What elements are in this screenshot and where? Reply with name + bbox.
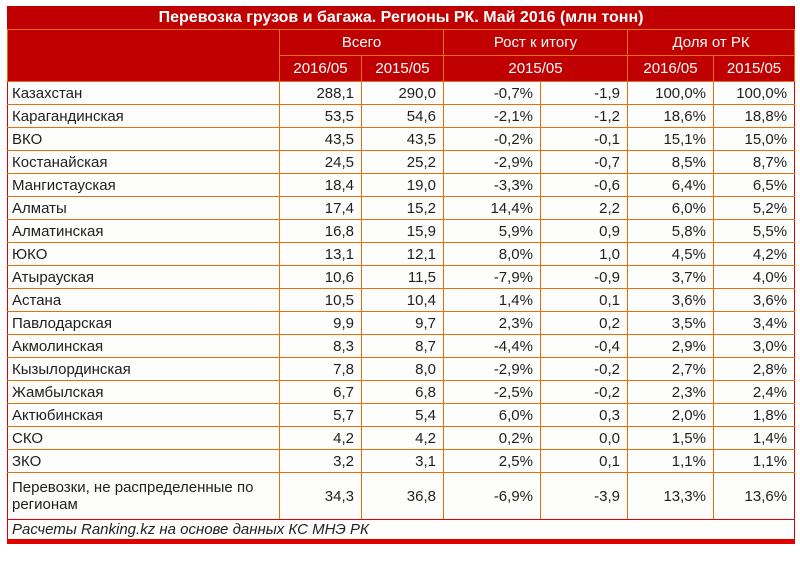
region-name: Актюбинская xyxy=(8,404,280,427)
col-subheader-total-2016: 2016/05 xyxy=(280,56,362,82)
value-cell: 8,5% xyxy=(628,151,714,174)
value-cell: 2,0% xyxy=(628,404,714,427)
value-cell: -0,2 xyxy=(541,358,628,381)
value-cell: 0,1 xyxy=(541,450,628,473)
value-cell: 2,3% xyxy=(444,312,541,335)
value-cell: -7,9% xyxy=(444,266,541,289)
value-cell: -0,2 xyxy=(541,381,628,404)
value-cell: 1,0 xyxy=(541,243,628,266)
region-name: Алматы xyxy=(8,197,280,220)
value-cell: -1,9 xyxy=(541,82,628,105)
value-cell: 3,1 xyxy=(362,450,444,473)
col-subheader-share-2015: 2015/05 xyxy=(714,56,795,82)
table-header xyxy=(8,7,795,82)
value-cell: 8,0% xyxy=(444,243,541,266)
cargo-table xyxy=(7,6,795,544)
table-title: Перевозка грузов и багажа. Регионы РК. Май 2016 (млн тонн) xyxy=(8,7,795,30)
value-cell: 1,1% xyxy=(628,450,714,473)
value-cell: 15,1% xyxy=(628,128,714,151)
value-cell: 0,0 xyxy=(541,427,628,450)
value-cell: 8,7% xyxy=(714,151,795,174)
value-cell: 2,4% xyxy=(714,381,795,404)
value-cell: 13,6% xyxy=(714,473,795,520)
table-row xyxy=(8,105,795,128)
table-row xyxy=(8,381,795,404)
value-cell: 4,5% xyxy=(628,243,714,266)
region-name: Костанайская xyxy=(8,151,280,174)
value-cell: 1,5% xyxy=(628,427,714,450)
value-cell: -0,2% xyxy=(444,128,541,151)
value-cell: 10,4 xyxy=(362,289,444,312)
value-cell: 10,5 xyxy=(280,289,362,312)
value-cell: -0,9 xyxy=(541,266,628,289)
group-header-row xyxy=(8,30,795,56)
source-note: Расчеты Ranking.kz на основе данных КС МНЭ РК xyxy=(8,520,795,542)
value-cell: 5,4 xyxy=(362,404,444,427)
table-row xyxy=(8,404,795,427)
value-cell: 18,8% xyxy=(714,105,795,128)
value-cell: 4,2 xyxy=(280,427,362,450)
table-row xyxy=(8,289,795,312)
source-row xyxy=(8,520,795,542)
table-row xyxy=(8,335,795,358)
value-cell: 43,5 xyxy=(280,128,362,151)
region-name: Атырауская xyxy=(8,266,280,289)
value-cell: -4,4% xyxy=(444,335,541,358)
table-row xyxy=(8,473,795,520)
value-cell: 13,1 xyxy=(280,243,362,266)
value-cell: 36,8 xyxy=(362,473,444,520)
value-cell: 19,0 xyxy=(362,174,444,197)
table-row xyxy=(8,427,795,450)
value-cell: 2,2 xyxy=(541,197,628,220)
col-group-total: Всего xyxy=(280,30,444,56)
col-subheader-growth-2015: 2015/05 xyxy=(444,56,628,82)
value-cell: 18,6% xyxy=(628,105,714,128)
col-group-share: Доля от РК xyxy=(628,30,795,56)
table-row xyxy=(8,128,795,151)
value-cell: 25,2 xyxy=(362,151,444,174)
value-cell: 6,8 xyxy=(362,381,444,404)
value-cell: 3,6% xyxy=(714,289,795,312)
value-cell: 9,7 xyxy=(362,312,444,335)
value-cell: 2,7% xyxy=(628,358,714,381)
value-cell: 1,4% xyxy=(714,427,795,450)
value-cell: 2,5% xyxy=(444,450,541,473)
value-cell: -2,1% xyxy=(444,105,541,128)
value-cell: -0,7 xyxy=(541,151,628,174)
table-row xyxy=(8,312,795,335)
value-cell: 2,9% xyxy=(628,335,714,358)
value-cell: -6,9% xyxy=(444,473,541,520)
value-cell: 6,7 xyxy=(280,381,362,404)
value-cell: 2,3% xyxy=(628,381,714,404)
table-row xyxy=(8,197,795,220)
value-cell: 5,8% xyxy=(628,220,714,243)
value-cell: 15,9 xyxy=(362,220,444,243)
region-name: Мангистауская xyxy=(8,174,280,197)
table-row xyxy=(8,82,795,105)
region-name: Акмолинская xyxy=(8,335,280,358)
region-name: Кызылординская xyxy=(8,358,280,381)
col-subheader-share-2016: 2016/05 xyxy=(628,56,714,82)
region-name: Перевозки, не распределенные по регионам xyxy=(8,473,280,520)
table-row xyxy=(8,266,795,289)
value-cell: 8,0 xyxy=(362,358,444,381)
value-cell: 13,3% xyxy=(628,473,714,520)
value-cell: -0,6 xyxy=(541,174,628,197)
title-row xyxy=(8,7,795,30)
value-cell: 3,4% xyxy=(714,312,795,335)
region-name: Павлодарская xyxy=(8,312,280,335)
region-column-header xyxy=(8,30,280,82)
value-cell: 0,3 xyxy=(541,404,628,427)
value-cell: 0,1 xyxy=(541,289,628,312)
table-row xyxy=(8,220,795,243)
value-cell: -2,9% xyxy=(444,151,541,174)
region-name: ЗКО xyxy=(8,450,280,473)
value-cell: 15,2 xyxy=(362,197,444,220)
value-cell: 3,7% xyxy=(628,266,714,289)
value-cell: 11,5 xyxy=(362,266,444,289)
value-cell: 6,5% xyxy=(714,174,795,197)
value-cell: 290,0 xyxy=(362,82,444,105)
col-group-growth: Рост к итогу xyxy=(444,30,628,56)
value-cell: 18,4 xyxy=(280,174,362,197)
value-cell: 3,2 xyxy=(280,450,362,473)
value-cell: 10,6 xyxy=(280,266,362,289)
value-cell: 17,4 xyxy=(280,197,362,220)
value-cell: -2,9% xyxy=(444,358,541,381)
value-cell: 100,0% xyxy=(714,82,795,105)
value-cell: 0,2% xyxy=(444,427,541,450)
value-cell: -0,7% xyxy=(444,82,541,105)
value-cell: 6,0% xyxy=(628,197,714,220)
region-name: Астана xyxy=(8,289,280,312)
value-cell: 24,5 xyxy=(280,151,362,174)
value-cell: 5,2% xyxy=(714,197,795,220)
value-cell: 100,0% xyxy=(628,82,714,105)
table-row xyxy=(8,151,795,174)
value-cell: 288,1 xyxy=(280,82,362,105)
value-cell: 9,9 xyxy=(280,312,362,335)
value-cell: 16,8 xyxy=(280,220,362,243)
value-cell: 5,5% xyxy=(714,220,795,243)
value-cell: 5,9% xyxy=(444,220,541,243)
table-row xyxy=(8,174,795,197)
table-row xyxy=(8,243,795,266)
value-cell: -3,3% xyxy=(444,174,541,197)
value-cell: 7,8 xyxy=(280,358,362,381)
value-cell: 2,8% xyxy=(714,358,795,381)
value-cell: 3,6% xyxy=(628,289,714,312)
value-cell: -3,9 xyxy=(541,473,628,520)
value-cell: 8,7 xyxy=(362,335,444,358)
table-footer xyxy=(8,520,795,542)
value-cell: 5,7 xyxy=(280,404,362,427)
value-cell: 1,8% xyxy=(714,404,795,427)
value-cell: 4,2% xyxy=(714,243,795,266)
value-cell: 14,4% xyxy=(444,197,541,220)
table-body xyxy=(8,82,795,520)
value-cell: 43,5 xyxy=(362,128,444,151)
value-cell: 1,4% xyxy=(444,289,541,312)
value-cell: 4,2 xyxy=(362,427,444,450)
region-name: ЮКО xyxy=(8,243,280,266)
region-name: Казахстан xyxy=(8,82,280,105)
value-cell: 54,6 xyxy=(362,105,444,128)
value-cell: 53,5 xyxy=(280,105,362,128)
value-cell: 1,1% xyxy=(714,450,795,473)
region-name: ВКО xyxy=(8,128,280,151)
table-row xyxy=(8,358,795,381)
table-row xyxy=(8,450,795,473)
value-cell: 15,0% xyxy=(714,128,795,151)
value-cell: 4,0% xyxy=(714,266,795,289)
value-cell: -1,2 xyxy=(541,105,628,128)
value-cell: 0,2 xyxy=(541,312,628,335)
value-cell: -0,4 xyxy=(541,335,628,358)
value-cell: 8,3 xyxy=(280,335,362,358)
value-cell: 3,0% xyxy=(714,335,795,358)
value-cell: 6,0% xyxy=(444,404,541,427)
value-cell: -0,1 xyxy=(541,128,628,151)
region-name: СКО xyxy=(8,427,280,450)
col-subheader-total-2015: 2015/05 xyxy=(362,56,444,82)
value-cell: 3,5% xyxy=(628,312,714,335)
region-name: Алматинская xyxy=(8,220,280,243)
value-cell: 12,1 xyxy=(362,243,444,266)
value-cell: 0,9 xyxy=(541,220,628,243)
region-name: Жамбылская xyxy=(8,381,280,404)
value-cell: -2,5% xyxy=(444,381,541,404)
value-cell: 34,3 xyxy=(280,473,362,520)
value-cell: 6,4% xyxy=(628,174,714,197)
region-name: Карагандинская xyxy=(8,105,280,128)
